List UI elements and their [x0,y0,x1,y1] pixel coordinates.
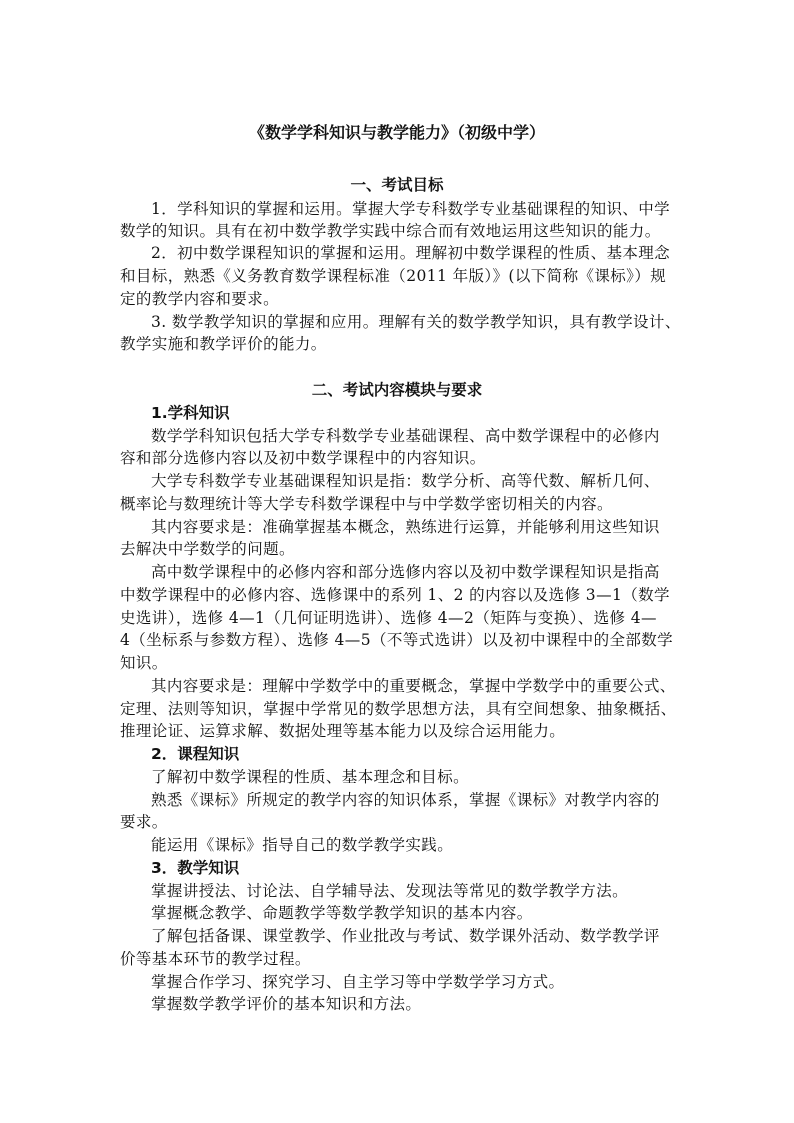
paragraph-line: 其内容要求是：理解中学数学中的重要概念，掌握中学数学中的重要公式、 [151,677,676,695]
paragraph-line: 价等基本环节的教学过程。 [120,950,311,968]
paragraph-line: 教学实施和教学评价的能力。 [120,335,327,353]
paragraph-line: 大学专科数学专业基础课程知识是指：数学分析、高等代数、解析几何、 [151,472,660,490]
paragraph-line: 掌握概念教学、命题教学等数学教学知识的基本内容。 [151,904,533,922]
paragraph-line: 去解决中学数学的问题。 [120,540,295,558]
paragraph-line: 史选讲），选修 4—1（几何证明选讲）、选修 4—2（矩阵与变换）、选修 4— [120,609,657,627]
paragraph-line: 定理、法则等知识，掌握中学常见的数学思想方法，具有空间想象、抽象概括、 [120,700,677,718]
section-heading-exam-goals: 一、考试目标 [350,176,444,194]
paragraph-line: 4（坐标系与参数方程）、选修 4—5（不等式选讲）以及初中课程中的全部数学 [120,631,674,649]
paragraph-line: 和目标，熟悉《义务教育数学课程标准（2011 年版）》(以下简称《课标》）规 [120,267,667,285]
subsection-title-course-knowledge: 2．课程知识 [151,745,240,763]
paragraph-line: 掌握讲授法、讨论法、自学辅导法、发现法等常见的数学教学方法。 [151,882,629,900]
paragraph-line: 中数学课程中的必修内容、选修课中的系列 1、2 的内容以及选修 3—1（数学 [120,586,670,604]
paragraph-line: 了解包括备课、课堂教学、作业批改与考试、数学课外活动、数学教学评 [151,927,660,945]
paragraph-line: 定的教学内容和要求。 [120,290,280,308]
paragraph-line: 其内容要求是：准确掌握基本概念，熟练进行运算，并能够利用这些知识 [151,518,660,536]
document-title: 《数学学科知识与教学能力》（初级中学） [248,123,545,142]
paragraph-line: 概率论与数理统计等大学专科数学课程中与中学数学密切相关的内容。 [120,495,613,513]
paragraph-line: 3. 数学教学知识的掌握和应用。理解有关的数学教学知识，具有教学设计、 [151,313,681,331]
paragraph-line: 1．学科知识的掌握和运用。掌握大学专科数学专业基础课程的知识、中学 [151,200,671,218]
paragraph-line: 了解初中数学课程的性质、基本理念和目标。 [151,768,470,786]
paragraph-line: 知识。 [120,654,168,672]
subsection-title-subject-knowledge: 1.学科知识 [151,404,230,422]
paragraph-line: 掌握数学教学评价的基本知识和方法。 [151,995,422,1013]
paragraph-line: 掌握合作学习、探究学习、自主学习等中学数学学习方式。 [151,973,565,991]
paragraph-line: 2．初中数学课程知识的掌握和运用。理解初中数学课程的性质、基本理念 [151,244,671,262]
section-heading-content-modules: 二、考试内容模块与要求 [311,381,483,399]
paragraph-line: 数学学科知识包括大学专科数学专业基础课程、高中数学课程中的必修内 [151,427,660,445]
paragraph-line: 要求。 [120,813,168,831]
paragraph-line: 推理论证、运算求解、数据处理等基本能力以及综合运用能力。 [120,722,566,740]
paragraph-line: 数学的知识。具有在初中数学教学实践中综合而有效地运用这些知识的能力。 [120,222,661,240]
paragraph-line: 高中数学课程中的必修内容和部分选修内容以及初中数学课程知识是指高 [151,563,660,581]
paragraph-line: 能运用《课标》指导自己的数学教学实践。 [151,836,454,854]
paragraph-line: 容和部分选修内容以及初中数学课程中的内容知识。 [120,449,486,467]
paragraph-line: 熟悉《课标》所规定的教学内容的知识体系，掌握《课标》对教学内容的 [151,791,660,809]
subsection-title-teaching-knowledge: 3．教学知识 [151,859,240,877]
